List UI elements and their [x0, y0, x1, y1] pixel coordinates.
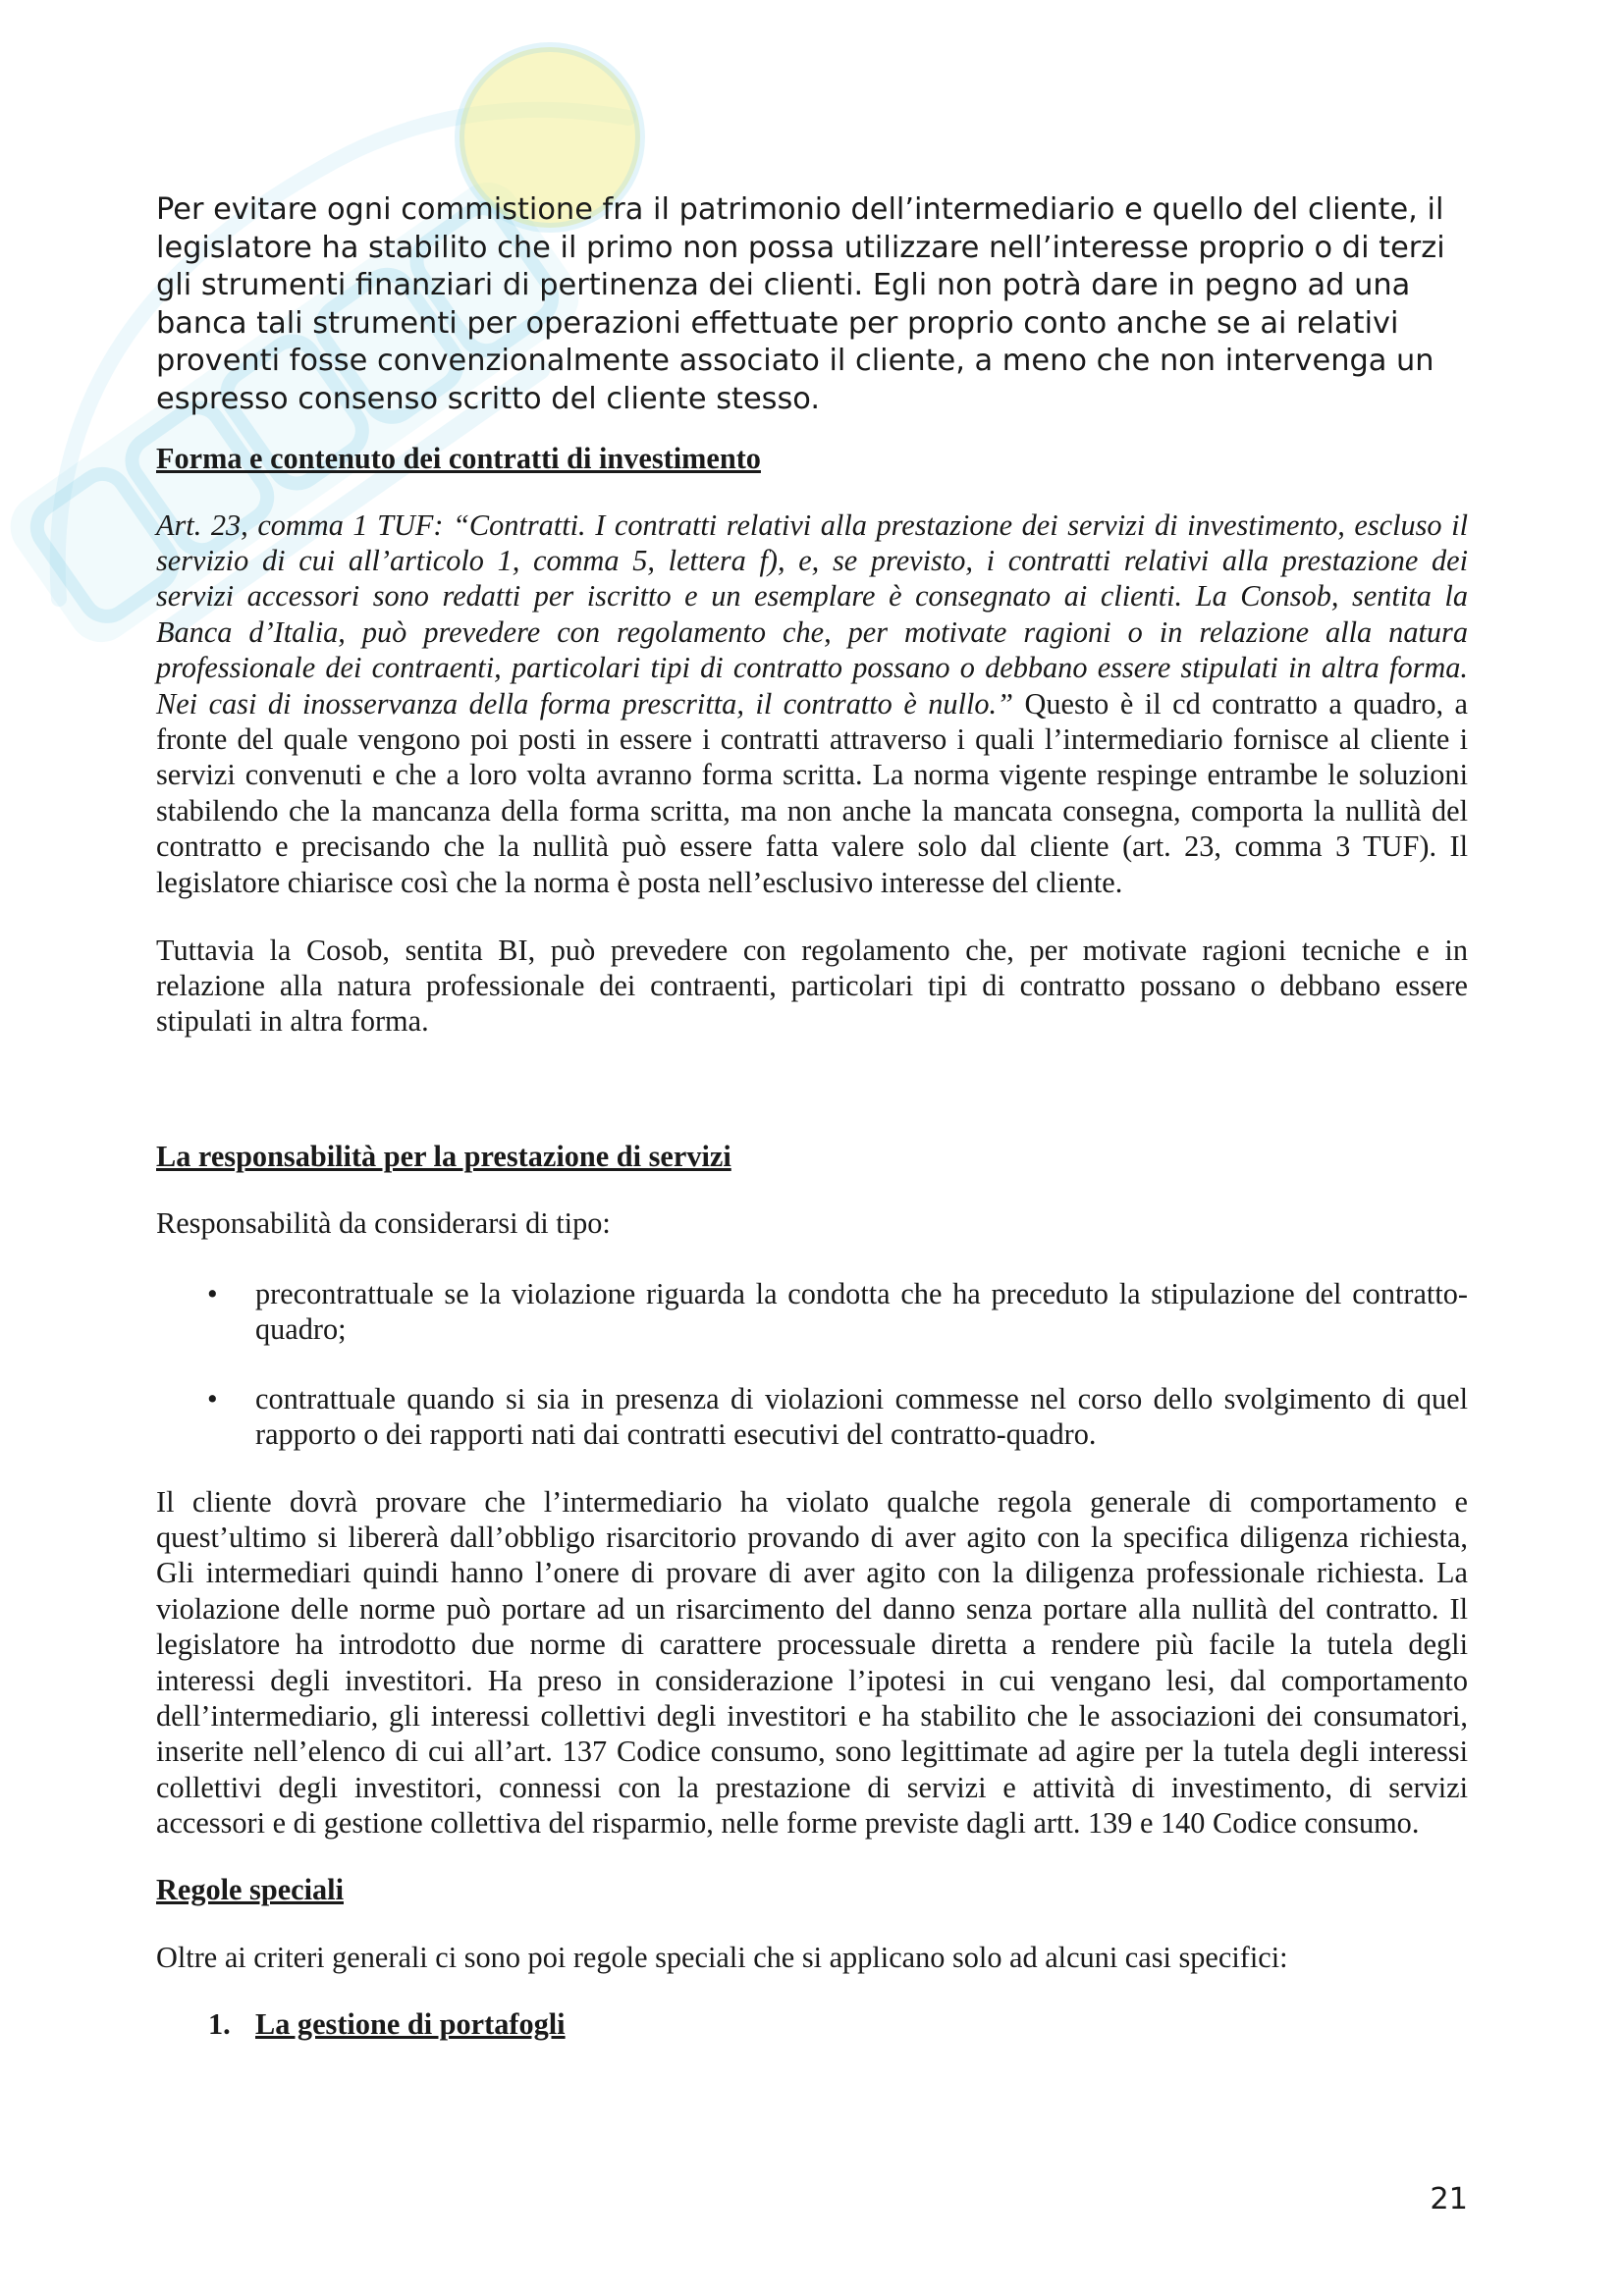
- comment-line: stabilendo che la mancanza della forma scritta, ma non anche la mancata consegna, comporta la nullità del: [156, 793, 1468, 828]
- paragraph-line: espresso consenso scritto del cliente stesso.: [156, 381, 821, 416]
- bullet-item: [156, 1276, 1468, 1348]
- article-quote-end: Nei casi di inosservanza della forma prescritta, il contratto è nullo.”: [156, 686, 1013, 721]
- page-number: 21: [1430, 2182, 1468, 2216]
- paragraph-line: legislatore ha introdotto due norme di carattere processuale diretta a rendere più facile la tutela degli: [156, 1628, 1468, 1662]
- bullet-line: quadro;: [255, 1311, 347, 1346]
- comment-line: contratto e precisando che la nullità può essere fatta valere solo dal cliente (art. 23, comma 3 TUF). Il: [156, 829, 1468, 864]
- followup-paragraph: [156, 933, 1468, 1040]
- numbered-item: [156, 2006, 1468, 2042]
- paragraph-line: legislatore ha stabilito che il primo non possa utilizzare nell’interesse proprio o di terzi: [156, 230, 1445, 265]
- article-quote-line: Banca d’Italia, può prevedere con regolamento che, per motivate ragioni o in relazione alla natura: [156, 614, 1468, 649]
- bullet-marker: •: [207, 1381, 218, 1415]
- bullet-marker: •: [207, 1276, 218, 1310]
- paragraph-line: relazione alla natura professionale dei contraenti, particolari tipi di contratto possano o debbano essere: [156, 968, 1468, 1002]
- liability-body-paragraph: [156, 1484, 1468, 1842]
- paragraph-line: quest’ultimo si libererà dall’obbligo risarcitorio provando di aver agito con la specifica diligenza richiesta,: [156, 1520, 1468, 1554]
- paragraph-line: violazione delle norme può portare ad un risarcimento del danno senza portare alla nullità del contratto. Il: [156, 1591, 1468, 1626]
- section-heading-contracts: Forma e contenuto dei contratti di investimento: [156, 442, 761, 475]
- item-label: La gestione di portafogli: [255, 2006, 566, 2041]
- paragraph-line: Gli intermediari quindi hanno l’onere di provare di aver agito con la diligenza professionale richiesta. La: [156, 1556, 1468, 1590]
- section-heading-special-rules: Regole speciali: [156, 1872, 344, 1906]
- article-quote-mixed-line: [156, 686, 1468, 721]
- comment-start: Questo è il cd contratto a quadro, a: [1024, 686, 1469, 721]
- article-quote-line: Art. 23, comma 1 TUF: “Contratti. I contratti relativi alla prestazione dei servizi di investimento, escluso il: [156, 507, 1468, 542]
- section-heading-liability: La responsabilità per la prestazione di servizi: [156, 1140, 731, 1173]
- bullet-line: rapporto o dei rapporti nati dai contratti esecutivi del contratto-quadro.: [255, 1416, 1097, 1451]
- comment-line: fronte del quale vengono poi posti in essere i contratti attraverso i quali l’intermediario fornisce al cliente i: [156, 721, 1468, 756]
- paragraph-line: inserite nell’elenco di cui all’art. 137 Codice consumo, sono legittimate ad agire per la tutela degli interessi: [156, 1735, 1468, 1769]
- article-quote-line: professionale dei contraenti, particolari tipi di contratto possano o debbano essere stipulati in altra forma.: [156, 651, 1468, 685]
- paragraph-line: Per evitare ogni commistione fra il patrimonio dell’intermediario e quello del cliente, il: [156, 192, 1444, 227]
- bullet-line: precontrattuale se la violazione riguarda la condotta che ha preceduto la stipulazione del contratto-: [255, 1276, 1468, 1310]
- bullet-line: contrattuale quando si sia in presenza di violazioni commesse nel corso dello svolgimento di quel: [255, 1381, 1468, 1415]
- article-quote-line: servizi accessori sono redatti per iscritto e un esemplare è consegnato ai clienti. La Consob, sentita la: [156, 579, 1468, 614]
- paragraph-line: interessi degli investitori. Ha preso in considerazione l’ipotesi in cui vengano lesi, dal comportamento: [156, 1663, 1468, 1697]
- intro-paragraph: [156, 191, 1468, 418]
- paragraph-line: proventi fosse convenzionalmente associato il cliente, a meno che non intervenga un: [156, 344, 1434, 378]
- paragraph-line: banca tali strumenti per operazioni effettuate per proprio conto anche se ai relativi: [156, 305, 1399, 341]
- liability-intro: Responsabilità da considerarsi di tipo:: [156, 1205, 611, 1240]
- paragraph-line: Tuttavia la Cosob, sentita BI, può prevedere con regolamento che, per motivate ragioni tecniche e in: [156, 933, 1468, 967]
- special-rules-intro: Oltre ai criteri generali ci sono poi regole speciali che si applicano solo ad alcuni casi specifici:: [156, 1940, 1288, 1974]
- paragraph-line: accessori e di gestione collettiva del risparmio, nelle forme previste dagli artt. 139 e 140 Codice consumo.: [156, 1806, 1420, 1841]
- paragraph-line: gli strumenti finanziari di pertinenza dei clienti. Egli non potrà dare in pegno ad una: [156, 268, 1411, 302]
- paragraph-line: collettivi degli investitori, connessi con la prestazione di servizi e attività di investimento, di servizi: [156, 1770, 1468, 1804]
- comment-line: servizi convenuti e che a loro volta avranno forma scritta. La norma vigente respinge entrambe le soluzioni: [156, 758, 1468, 792]
- article-quote-line: servizio di cui all’articolo 1, comma 5, lettera f), e, se previsto, i contratti relativi alla prestazione dei: [156, 543, 1468, 577]
- paragraph-line: dell’intermediario, gli interessi collettivi degli investitori e ha stabilito che le associazioni dei consumatori,: [156, 1698, 1468, 1733]
- contracts-paragraph: [156, 507, 1468, 900]
- item-number: 1.: [208, 2006, 231, 2041]
- paragraph-line: stipulati in altra forma.: [156, 1004, 429, 1039]
- bullet-item: [156, 1381, 1468, 1453]
- comment-line: legislatore chiarisce così che la norma è posta nell’esclusivo interesse del cliente.: [156, 865, 1123, 899]
- paragraph-line: Il cliente dovrà provare che l’intermediario ha violato qualche regola generale di comportamento e: [156, 1484, 1468, 1519]
